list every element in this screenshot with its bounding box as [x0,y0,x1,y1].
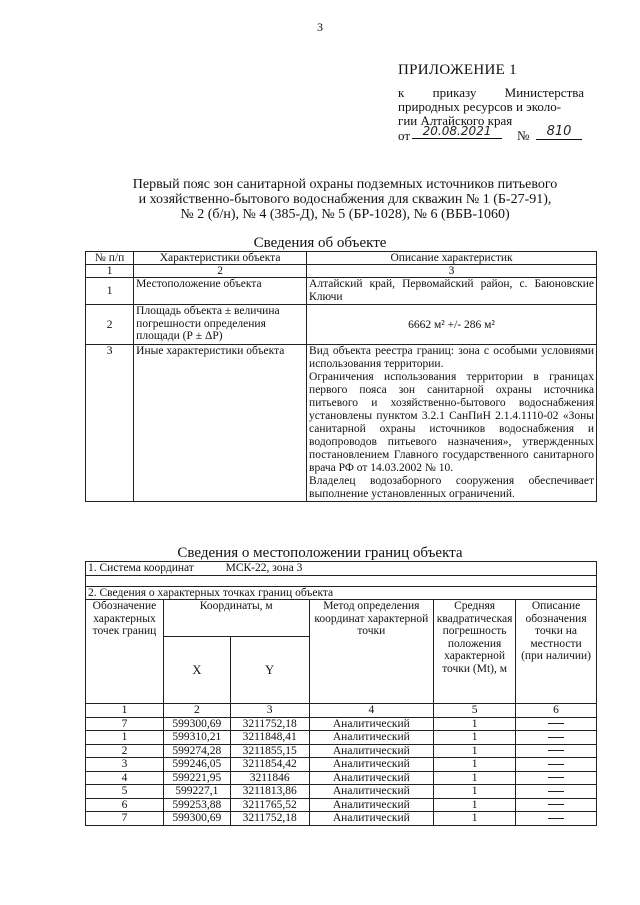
index-cell: 6 [516,704,597,718]
object-info-index-row [86,265,597,278]
title-line-2: и хозяйственно-бытового водоснабжения для скважин № 1 (Б-27-91), [138,192,552,207]
point-marking [516,812,597,826]
spacer-row [86,575,597,586]
point-marking [516,717,597,731]
table-row [86,785,597,799]
row-name: Иные характеристики объекта [134,345,307,502]
page-number: 3 [317,20,323,34]
point-id: 1 [86,731,164,745]
header-num: № п/п [86,252,134,265]
point-x: 599300,69 [163,812,230,826]
point-y: 3211752,18 [230,717,309,731]
point-y: 3211854,42 [230,758,309,772]
object-info-header-row [86,252,597,265]
row-num: 2 [86,305,134,345]
header-error: Средняя квадратическая погрешность положения характерной точки (Mt), м [434,600,516,704]
location-table [85,561,597,826]
point-id: 5 [86,785,164,799]
order-ref-word-k: к [398,85,405,100]
point-y: 3211813,86 [230,785,309,799]
dash-mark [548,764,564,765]
point-method: Аналитический [309,812,434,826]
number-label: № [517,128,530,143]
header-y: Y [230,637,309,704]
order-ref-line2: природных ресурсов и эколо- [398,99,562,114]
point-id: 4 [86,771,164,785]
header-designation: Обозначение характерных точек границ [86,600,164,704]
dash-mark [548,791,564,792]
point-mt: 1 [434,798,516,812]
dash-mark [548,723,564,724]
object-info-table [85,251,597,502]
point-marking [516,731,597,745]
point-mt: 1 [434,771,516,785]
index-cell: 5 [434,704,516,718]
point-marking [516,798,597,812]
row-desc: 6662 м² +/- 286 м² [307,305,597,345]
point-method: Аналитический [309,798,434,812]
point-x: 599246,05 [163,758,230,772]
points-header-row [86,600,597,637]
point-mt: 1 [434,785,516,799]
row-desc [307,345,597,502]
order-date-number [398,124,584,144]
point-marking [516,758,597,772]
desc-paragraph-3: Владелец водозаборного сооружения обеспечивает выполнение установленных ограничений. [309,475,594,500]
points-body [86,717,597,825]
point-y: 3211765,52 [230,798,309,812]
location-info-heading: Сведения о местоположении границ объекта [177,545,463,561]
spacer-cell [86,575,597,586]
handwritten-date: 20.08.2021 [412,124,502,139]
order-ref-line3: гии Алтайского края [398,113,513,128]
point-marking [516,771,597,785]
point-mt: 1 [434,731,516,745]
table-row [86,798,597,812]
points-index-row [86,704,597,718]
handwritten-number: 810 [536,124,582,140]
header-marking: Описание обозначения точки на местности (при наличии) [516,600,597,704]
point-method: Аналитический [309,744,434,758]
row-name: Местоположение объекта [134,278,307,305]
table-row [86,771,597,785]
header-description: Описание характеристик [307,252,597,265]
point-id: 3 [86,758,164,772]
point-mt: 1 [434,744,516,758]
point-y: 3211846 [230,771,309,785]
table-row [86,345,597,502]
appendix-order-reference [398,86,584,128]
table-row [86,731,597,745]
point-mt: 1 [434,812,516,826]
coord-system-cell [86,562,597,576]
points-title-row [86,586,597,600]
row-name: Площадь объекта ± величина погрешности определения площади (Р ± ΔР) [134,305,307,345]
coord-system-label: 1. Система координат [88,562,194,574]
order-ref-word-ministry: Министерства [504,85,584,100]
row-num: 1 [86,278,134,305]
desc-paragraph-1: Вид объекта реестра границ: зона с особыми условиями использования территории. [309,345,594,370]
coord-system-value: МСК-22, зона 3 [225,562,303,574]
index-cell: 2 [163,704,230,718]
order-ref-word-prikaz: приказу [432,85,477,100]
point-x: 599310,21 [163,731,230,745]
row-desc: Алтайский край, Первомайский район, с. Баюновские Ключи [307,278,597,305]
row-num: 3 [86,345,134,502]
dash-mark [548,804,564,805]
table-row [86,278,597,305]
point-method: Аналитический [309,731,434,745]
point-marking [516,744,597,758]
point-x: 599274,28 [163,744,230,758]
table-row [86,812,597,826]
point-y: 3211848,41 [230,731,309,745]
point-mt: 1 [434,717,516,731]
desc-paragraph-2: Ограничения использования территории в границах первого пояса зон санитарной охраны источника питьевого и хозяйственно-бытового водоснабжения установлены пунктом 3.2.1 СанПиН 2.1.4.1110-02 «Зоны санитарной охраны источников водоснабжения и водопроводов питьевого назначения», утвержденных постановлением Главного государственного санитарного врача РФ от 14.03.2002 № 10. [309,371,594,474]
table-row [86,305,597,345]
point-x: 599253,88 [163,798,230,812]
appendix-title: ПРИЛОЖЕНИЕ 1 [398,62,517,78]
dash-mark [548,737,564,738]
point-id: 7 [86,717,164,731]
header-method: Метод определения координат характерной точки [309,600,434,704]
index-cell: 4 [309,704,434,718]
point-method: Аналитический [309,758,434,772]
point-x: 599300,69 [163,717,230,731]
point-id: 7 [86,812,164,826]
dash-mark [548,777,564,778]
table-row [86,744,597,758]
table-row [86,758,597,772]
point-x: 599227,1 [163,785,230,799]
point-method: Аналитический [309,785,434,799]
title-line-3: № 2 (б/н), № 4 (385-Д), № 5 (БР-1028), № 6 (ВБВ-1060) [180,207,510,222]
point-x: 599221,95 [163,771,230,785]
date-label: от [398,128,411,143]
point-y: 3211752,18 [230,812,309,826]
point-marking [516,785,597,799]
header-characteristics: Характеристики объекта [134,252,307,265]
document-title [100,177,590,222]
index-cell: 3 [307,265,597,278]
index-cell: 2 [134,265,307,278]
table-row [86,717,597,731]
point-id: 2 [86,744,164,758]
point-method: Аналитический [309,717,434,731]
index-cell: 1 [86,265,134,278]
point-id: 6 [86,798,164,812]
header-coordinates: Координаты, м [163,600,309,637]
point-mt: 1 [434,758,516,772]
points-title: 2. Сведения о характерных точках границ объекта [86,586,597,600]
dash-mark [548,818,564,819]
object-info-heading: Сведения об объекте [253,235,387,251]
title-line-1: Первый пояс зон санитарной охраны подземных источников питьевого [132,177,558,192]
index-cell: 3 [230,704,309,718]
point-method: Аналитический [309,771,434,785]
header-x: X [163,637,230,704]
point-y: 3211855,15 [230,744,309,758]
coord-system-row [86,562,597,576]
index-cell: 1 [86,704,164,718]
dash-mark [548,750,564,751]
